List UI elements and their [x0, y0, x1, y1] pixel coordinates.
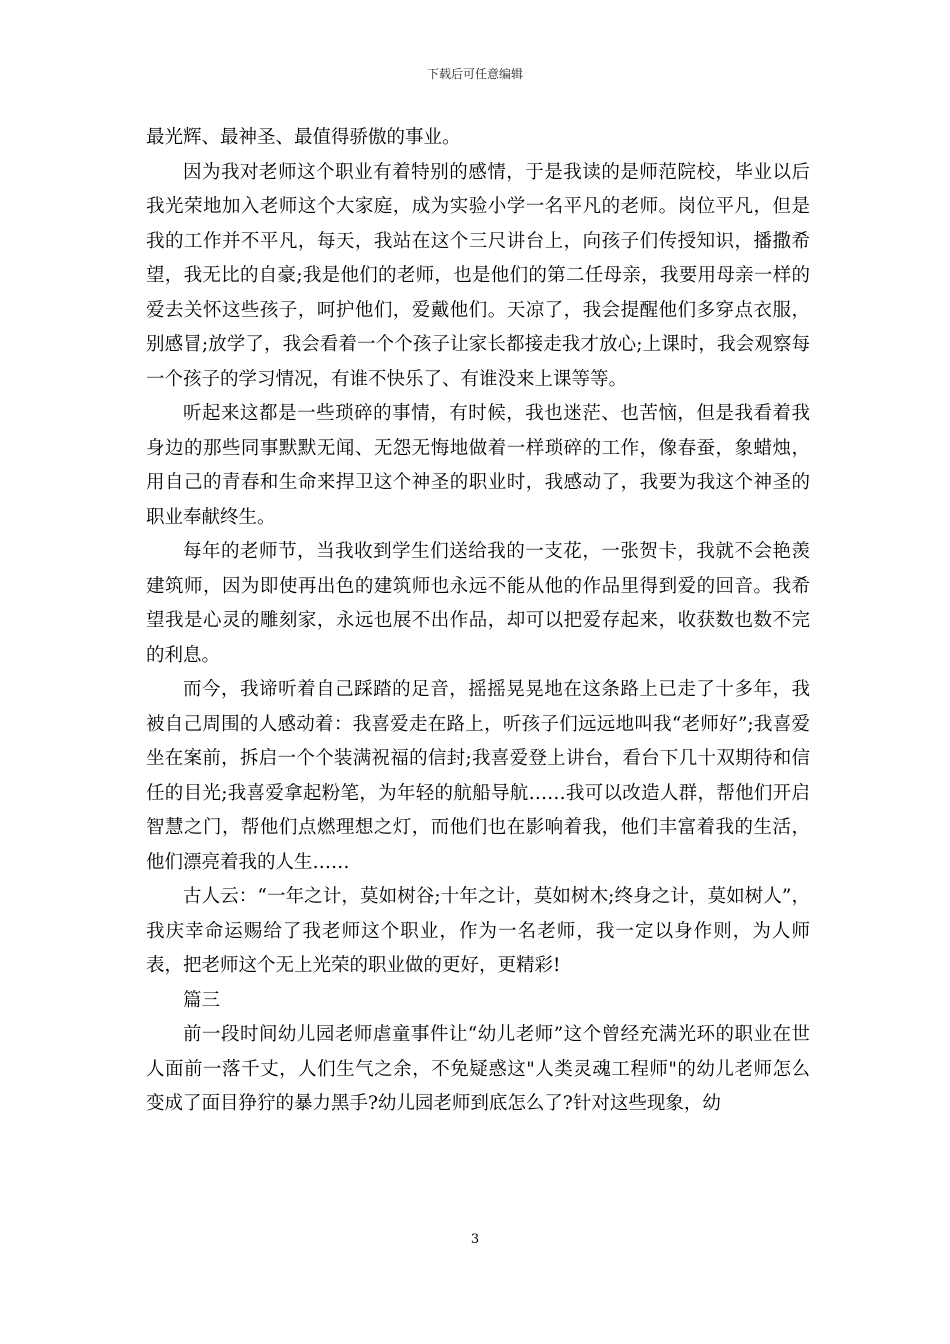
paragraph: 而今，我谛听着自己踩踏的足音，摇摇晃晃地在这条路上已走了十多年，我被自己周围的人感动着：我喜爱走在路上，听孩子们远远地叫我“老师好”;我喜爱坐在案前，拆启一个个装满祝福的信封;我喜爱登上讲台，看台下几十双期待和信任的目光;我喜爱拿起粉笔，为年轻的航船导航……我可以改造人群，帮他们开启智慧之门，帮他们点燃理想之灯，而他们也在影响着我，他们丰富着我的生活，他们漂亮着我的人生……: [146, 679, 810, 873]
paragraph: 听起来这都是一些琐碎的事情，有时候，我也迷茫、也苦恼，但是我看着我身边的那些同事默默无闻、无怨无悔地做着一样琐碎的工作，像春蚕，象蜡烛，用自己的青春和生命来捍卫这个神圣的职业时，我感动了，我要为我这个神圣的职业奉献终生。: [146, 403, 810, 528]
section-heading: 篇三: [183, 989, 221, 1011]
page-number: 3: [470, 1232, 480, 1247]
page-header: 下载后可任意编辑: [426, 67, 523, 81]
paragraph: 古人云：“一年之计，莫如树谷;十年之计，莫如树木;终身之计，莫如树人”，我庆幸命运赐给了我老师这个职业，作为一名老师，我一定以身作则，为人师表，把老师这个无上光荣的职业做的更好，更精彩!: [146, 886, 810, 976]
paragraph: 因为我对老师这个职业有着特别的感情，于是我读的是师范院校，毕业以后我光荣地加入老师这个大家庭，成为实验小学一名平凡的老师。岗位平凡，但是我的工作并不平凡，每天，我站在这个三尺讲台上，向孩子们传授知识，播撒希望，我无比的自豪;我是他们的老师，也是他们的第二任母亲，我要用母亲一样的爱去关怀这些孩子，呵护他们，爱戴他们。天凉了，我会提醒他们多穿点衣服，别感冒;放学了，我会看着一个个孩子让家长都接走我才放心;上课时，我会观察每一个孩子的学习情况，有谁不快乐了、有谁没来上课等等。: [146, 161, 810, 390]
paragraph-continuation: 最光辉、最神圣、最值得骄傲的事业。: [146, 127, 461, 148]
document-body: [146, 121, 810, 1122]
paragraph: 前一段时间幼儿园老师虐童事件让“幼儿老师”这个曾经充满光环的职业在世人面前一落千丈，人们生气之余，不免疑惑这"人类灵魂工程师"的幼儿老师怎么变成了面目狰狞的暴力黑手?幼儿园老师到底怎么了?针对这些现象，幼: [146, 1024, 810, 1114]
paragraph: 每年的老师节，当我收到学生们送给我的一支花，一张贺卡，我就不会艳羡建筑师，因为即使再出色的建筑师也永远不能从他的作品里得到爱的回音。我希望我是心灵的雕刻家，永远也展不出作品，却可以把爱存起来，收获数也数不完的利息。: [146, 541, 810, 666]
